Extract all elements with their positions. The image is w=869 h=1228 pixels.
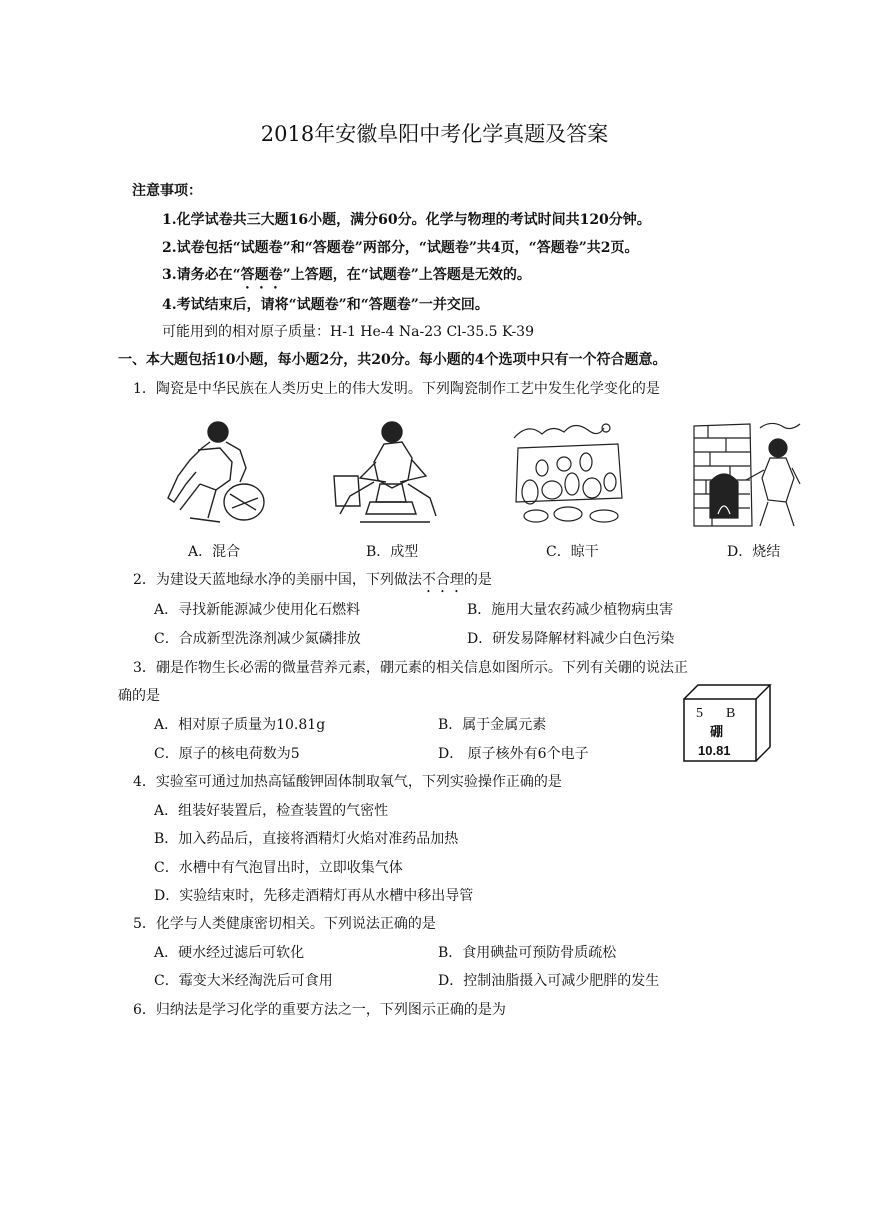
q4-option-b: B．加入药品后，直接将酒精灯火焰对准药品加热 <box>154 831 459 847</box>
q2-option-c: C．合成新型洗涤剂减少氮磷排放 <box>154 631 361 647</box>
q2-stem-part1: 2．为建设天蓝地绿水净的美丽中国，下列做法 <box>133 572 422 588</box>
section-1-heading: 一、本大题包括10小题，每小题2分，共20分。每小题的4个选项中只有一个符合题意。 <box>118 352 667 368</box>
q1-option-a: A．混合 <box>188 544 241 560</box>
boron-element-card <box>676 681 776 763</box>
notice-item-1: 1.化学试卷共三大题16小题，满分60分。化学与物理的考试时间共120分钟。 <box>162 212 651 228</box>
q1-option-c: C．晾干 <box>546 544 599 560</box>
q3-stem-line1: 3．硼是作物生长必需的微量营养元素，硼元素的相关信息如图所示。下列有关硼的说法正 <box>133 660 688 676</box>
q5-option-c: C．霉变大米经淘洗后可食用 <box>154 973 333 989</box>
q2-option-d: D．研发易降解材料减少白色污染 <box>467 631 675 647</box>
q2-stem-emphasis: 不合理 <box>421 572 464 588</box>
notice-item-4: 4.考试结束后，请将“试题卷”和“答题卷”一并交回。 <box>162 297 489 313</box>
element-symbol: B <box>726 706 736 721</box>
firing-kiln-illustration <box>690 418 812 528</box>
atomic-mass-line: 可能用到的相对原子质量：H-1 He-4 Na-23 Cl-35.5 K-39 <box>162 324 534 340</box>
q5-option-a: A．硬水经过滤后可软化 <box>154 945 305 961</box>
q1-option-d: D．烧结 <box>727 544 781 560</box>
element-mass: 10.81 <box>698 743 731 758</box>
q5-option-d: D．控制油脂摄入可减少肥胖的发生 <box>438 973 660 989</box>
q3-option-a: A．相对原子质量为10.81g <box>154 717 326 733</box>
notice-item-2: 2.试卷包括“试题卷”和“答题卷”两部分，“试题卷”共4页，“答题卷”共2页。 <box>162 240 639 256</box>
element-name: 硼 <box>710 725 724 740</box>
notice-heading: 注意事项： <box>132 183 202 199</box>
q4-option-a: A．组装好装置后，检查装置的气密性 <box>154 803 389 819</box>
q5-option-b: B．食用碘盐可预防骨质疏松 <box>438 945 617 961</box>
notice-item-3 <box>162 264 531 292</box>
shaping-clay-illustration <box>330 418 448 528</box>
q3-option-d: D． 原子核外有6个电子 <box>438 746 589 762</box>
q2-option-a: A．寻找新能源减少使用化石燃料 <box>154 602 361 618</box>
element-number: 5 <box>696 706 703 721</box>
q1-stem: 1．陶瓷是中华民族在人类历史上的伟大发明。下列陶瓷制作工艺中发生化学变化的是 <box>133 381 660 397</box>
q2-stem <box>133 569 492 596</box>
q4-option-d: D．实验结束时，先移走酒精灯再从水槽中移出导管 <box>154 888 474 904</box>
q3-stem-line2: 确的是 <box>118 688 160 704</box>
q1-option-b: B．成型 <box>366 544 419 560</box>
q6-stem: 6．归纳法是学习化学的重要方法之一，下列图示正确的是为 <box>133 1002 506 1018</box>
q5-stem: 5．化学与人类健康密切相关。下列说法正确的是 <box>133 916 436 932</box>
notice-item-3-part2: ”上答题，在“试题卷”上答题是无效的。 <box>282 267 531 283</box>
notice-item-3-emphasis: 答题卷 <box>240 267 283 283</box>
mixing-clay-illustration <box>160 418 270 528</box>
drying-pottery-illustration <box>508 418 630 528</box>
notice-item-3-part1: 3.请务必在“ <box>162 267 241 283</box>
q3-option-c: C．原子的核电荷数为5 <box>154 746 300 762</box>
q4-option-c: C．水槽中有气泡冒出时，立即收集气体 <box>154 860 403 876</box>
q4-stem: 4．实验室可通过加热高锰酸钾固体制取氧气，下列实验操作正确的是 <box>133 774 562 790</box>
q2-option-b: B．施用大量农药减少植物病虫害 <box>467 602 674 618</box>
q2-stem-part2: 的是 <box>463 572 492 588</box>
page-title: 2018年安徽阜阳中考化学真题及答案 <box>260 122 609 146</box>
q3-option-b: B．属于金属元素 <box>438 717 547 733</box>
